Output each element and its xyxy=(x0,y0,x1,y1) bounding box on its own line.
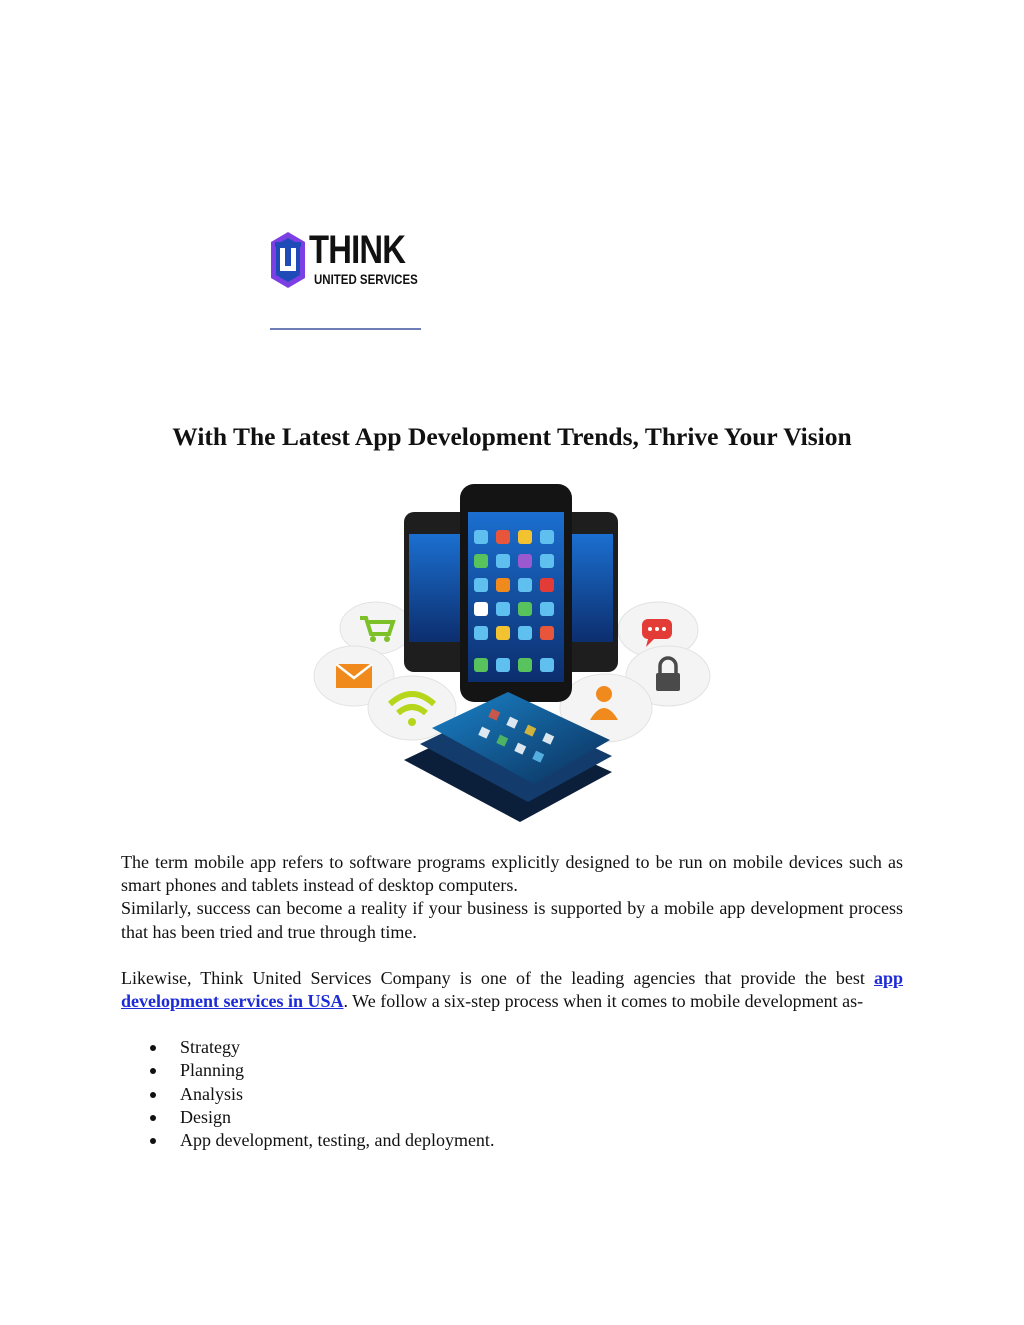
bullet-icon xyxy=(150,1068,156,1074)
list-item xyxy=(121,1106,903,1129)
paragraph-spacer xyxy=(121,944,903,967)
intro-paragraph-2: Similarly, success can become a reality if your business is supported by a mobile app development process that has been tried and true through time. xyxy=(121,898,903,942)
logo-brand-sub: UNITED SERVICES xyxy=(314,271,418,287)
services-text-before: Likewise, Think United Services Company is one of the leading agencies that provide the best xyxy=(121,967,874,988)
list-item xyxy=(121,1036,903,1059)
step-label: Strategy xyxy=(180,1037,240,1058)
list-item xyxy=(121,1129,903,1152)
paragraph-spacer xyxy=(121,1013,903,1036)
step-label: Analysis xyxy=(180,1083,243,1104)
mobile-apps-illustration xyxy=(312,482,712,828)
bullet-icon xyxy=(150,1138,156,1144)
bullet-icon xyxy=(150,1115,156,1121)
app-development-services-link[interactable]: app development services in USA xyxy=(121,967,903,1012)
article-body xyxy=(121,851,903,1152)
bullet-icon xyxy=(150,1092,156,1098)
page-title: With The Latest App Development Trends, Thrive Your Vision xyxy=(172,422,852,451)
services-text-after: . We follow a six-step process when it comes to mobile development as- xyxy=(343,991,864,1012)
list-item xyxy=(121,1083,903,1106)
step-label: Design xyxy=(180,1106,231,1127)
bullet-icon xyxy=(150,1045,156,1051)
logo-hexagon-icon xyxy=(269,230,307,290)
services-paragraph xyxy=(121,967,903,1013)
process-steps-list xyxy=(121,1036,903,1152)
mail-icon xyxy=(336,664,372,688)
step-label: App development, testing, and deployment. xyxy=(180,1130,495,1151)
company-logo xyxy=(269,230,429,292)
intro-paragraph-1: The term mobile app refers to software programs explicitly designed to be run on mobile devices such as smart phones and tablets instead of desktop computers. xyxy=(121,852,903,896)
phone-front xyxy=(460,484,572,702)
logo-brand-main: THINK xyxy=(309,228,406,272)
logo-divider xyxy=(270,328,421,330)
step-label: Planning xyxy=(180,1060,245,1081)
list-item xyxy=(121,1059,903,1082)
